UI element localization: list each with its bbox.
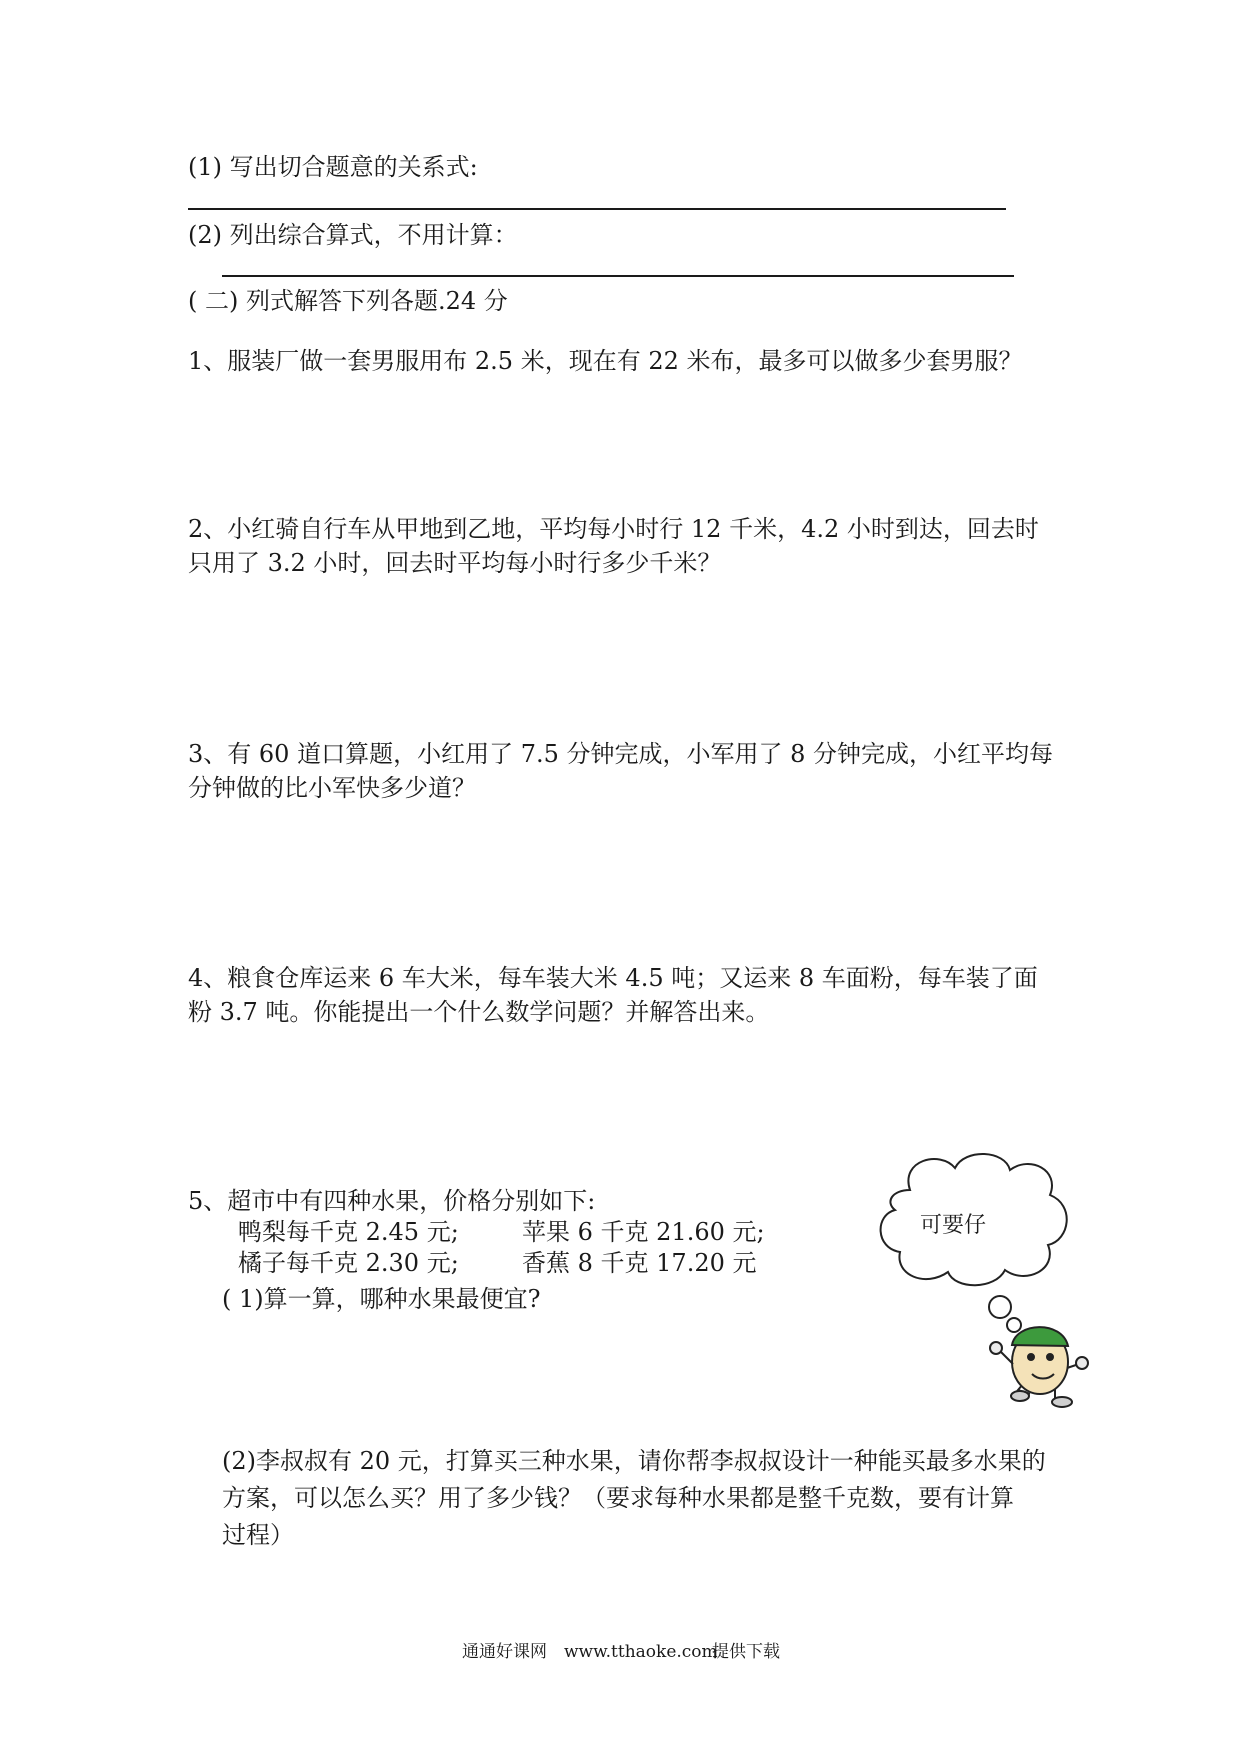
answer-line-1 xyxy=(188,208,1006,210)
answer-line-2 xyxy=(222,275,1014,277)
formula-prompt: (2) 列出综合算式，不用计算： xyxy=(188,221,518,249)
bubble-text: 可要仔 xyxy=(920,1213,987,1238)
footer-action: 提供下载 xyxy=(712,1642,780,1662)
cartoon-character-icon xyxy=(990,1327,1088,1407)
price-banana: 香蕉 8 千克 17.20 元 xyxy=(522,1249,757,1277)
problem-4-line-2: 粉 3.7 吨。你能提出一个什么数学问题？并解答出来。 xyxy=(188,998,770,1026)
problem-3-line-1: 3、有 60 道口算题，小红用了 7.5 分钟完成，小军用了 8 分钟完成，小红平均每 xyxy=(188,740,1054,768)
problem-5-intro: 5、超市中有四种水果，价格分别如下: xyxy=(188,1187,596,1215)
sub-question-2-line-2: 方案，可以怎么买？用了多少钱？（要求每种水果都是整千克数，要有计算 xyxy=(222,1484,1014,1512)
section-heading: ( 二) 列式解答下列各题.24 分 xyxy=(188,287,508,315)
sub-question-2-line-3: 过程） xyxy=(222,1521,294,1549)
sub-question-1: ( 1)算一算，哪种水果最便宜? xyxy=(222,1285,541,1313)
relation-prompt: (1) 写出切合题意的关系式: xyxy=(188,153,478,181)
problem-2-line-2: 只用了 3.2 小时，回去时平均每小时行多少千米？ xyxy=(188,549,722,577)
price-apple: 苹果 6 千克 21.60 元; xyxy=(522,1218,765,1246)
thought-bubble-icon xyxy=(881,1154,1067,1343)
footer-url[interactable]: www.tthaoke.com xyxy=(564,1642,718,1662)
problem-3-line-2: 分钟做的比小军快多少道？ xyxy=(188,774,476,802)
problem-4-line-1: 4、粮食仓库运来 6 车大米，每车装大米 4.5 吨；又运来 8 车面粉，每车装了面 xyxy=(188,964,1038,992)
mascot-illustration xyxy=(870,1150,1100,1410)
problem-2-line-1: 2、小红骑自行车从甲地到乙地，平均每小时行 12 千米，4.2 小时到达，回去时 xyxy=(188,515,1039,543)
price-orange: 橘子每千克 2.30 元; xyxy=(238,1249,459,1277)
footer-site: 通通好课网 xyxy=(462,1642,547,1662)
problem-1: 1、服装厂做一套男服用布 2.5 米，现在有 22 米布，最多可以做多少套男服？ xyxy=(188,347,1023,375)
sub-question-2-line-1: (2)李叔叔有 20 元，打算买三种水果，请你帮李叔叔设计一种能买最多水果的 xyxy=(222,1447,1046,1475)
price-pear: 鸭梨每千克 2.45 元; xyxy=(238,1218,459,1246)
